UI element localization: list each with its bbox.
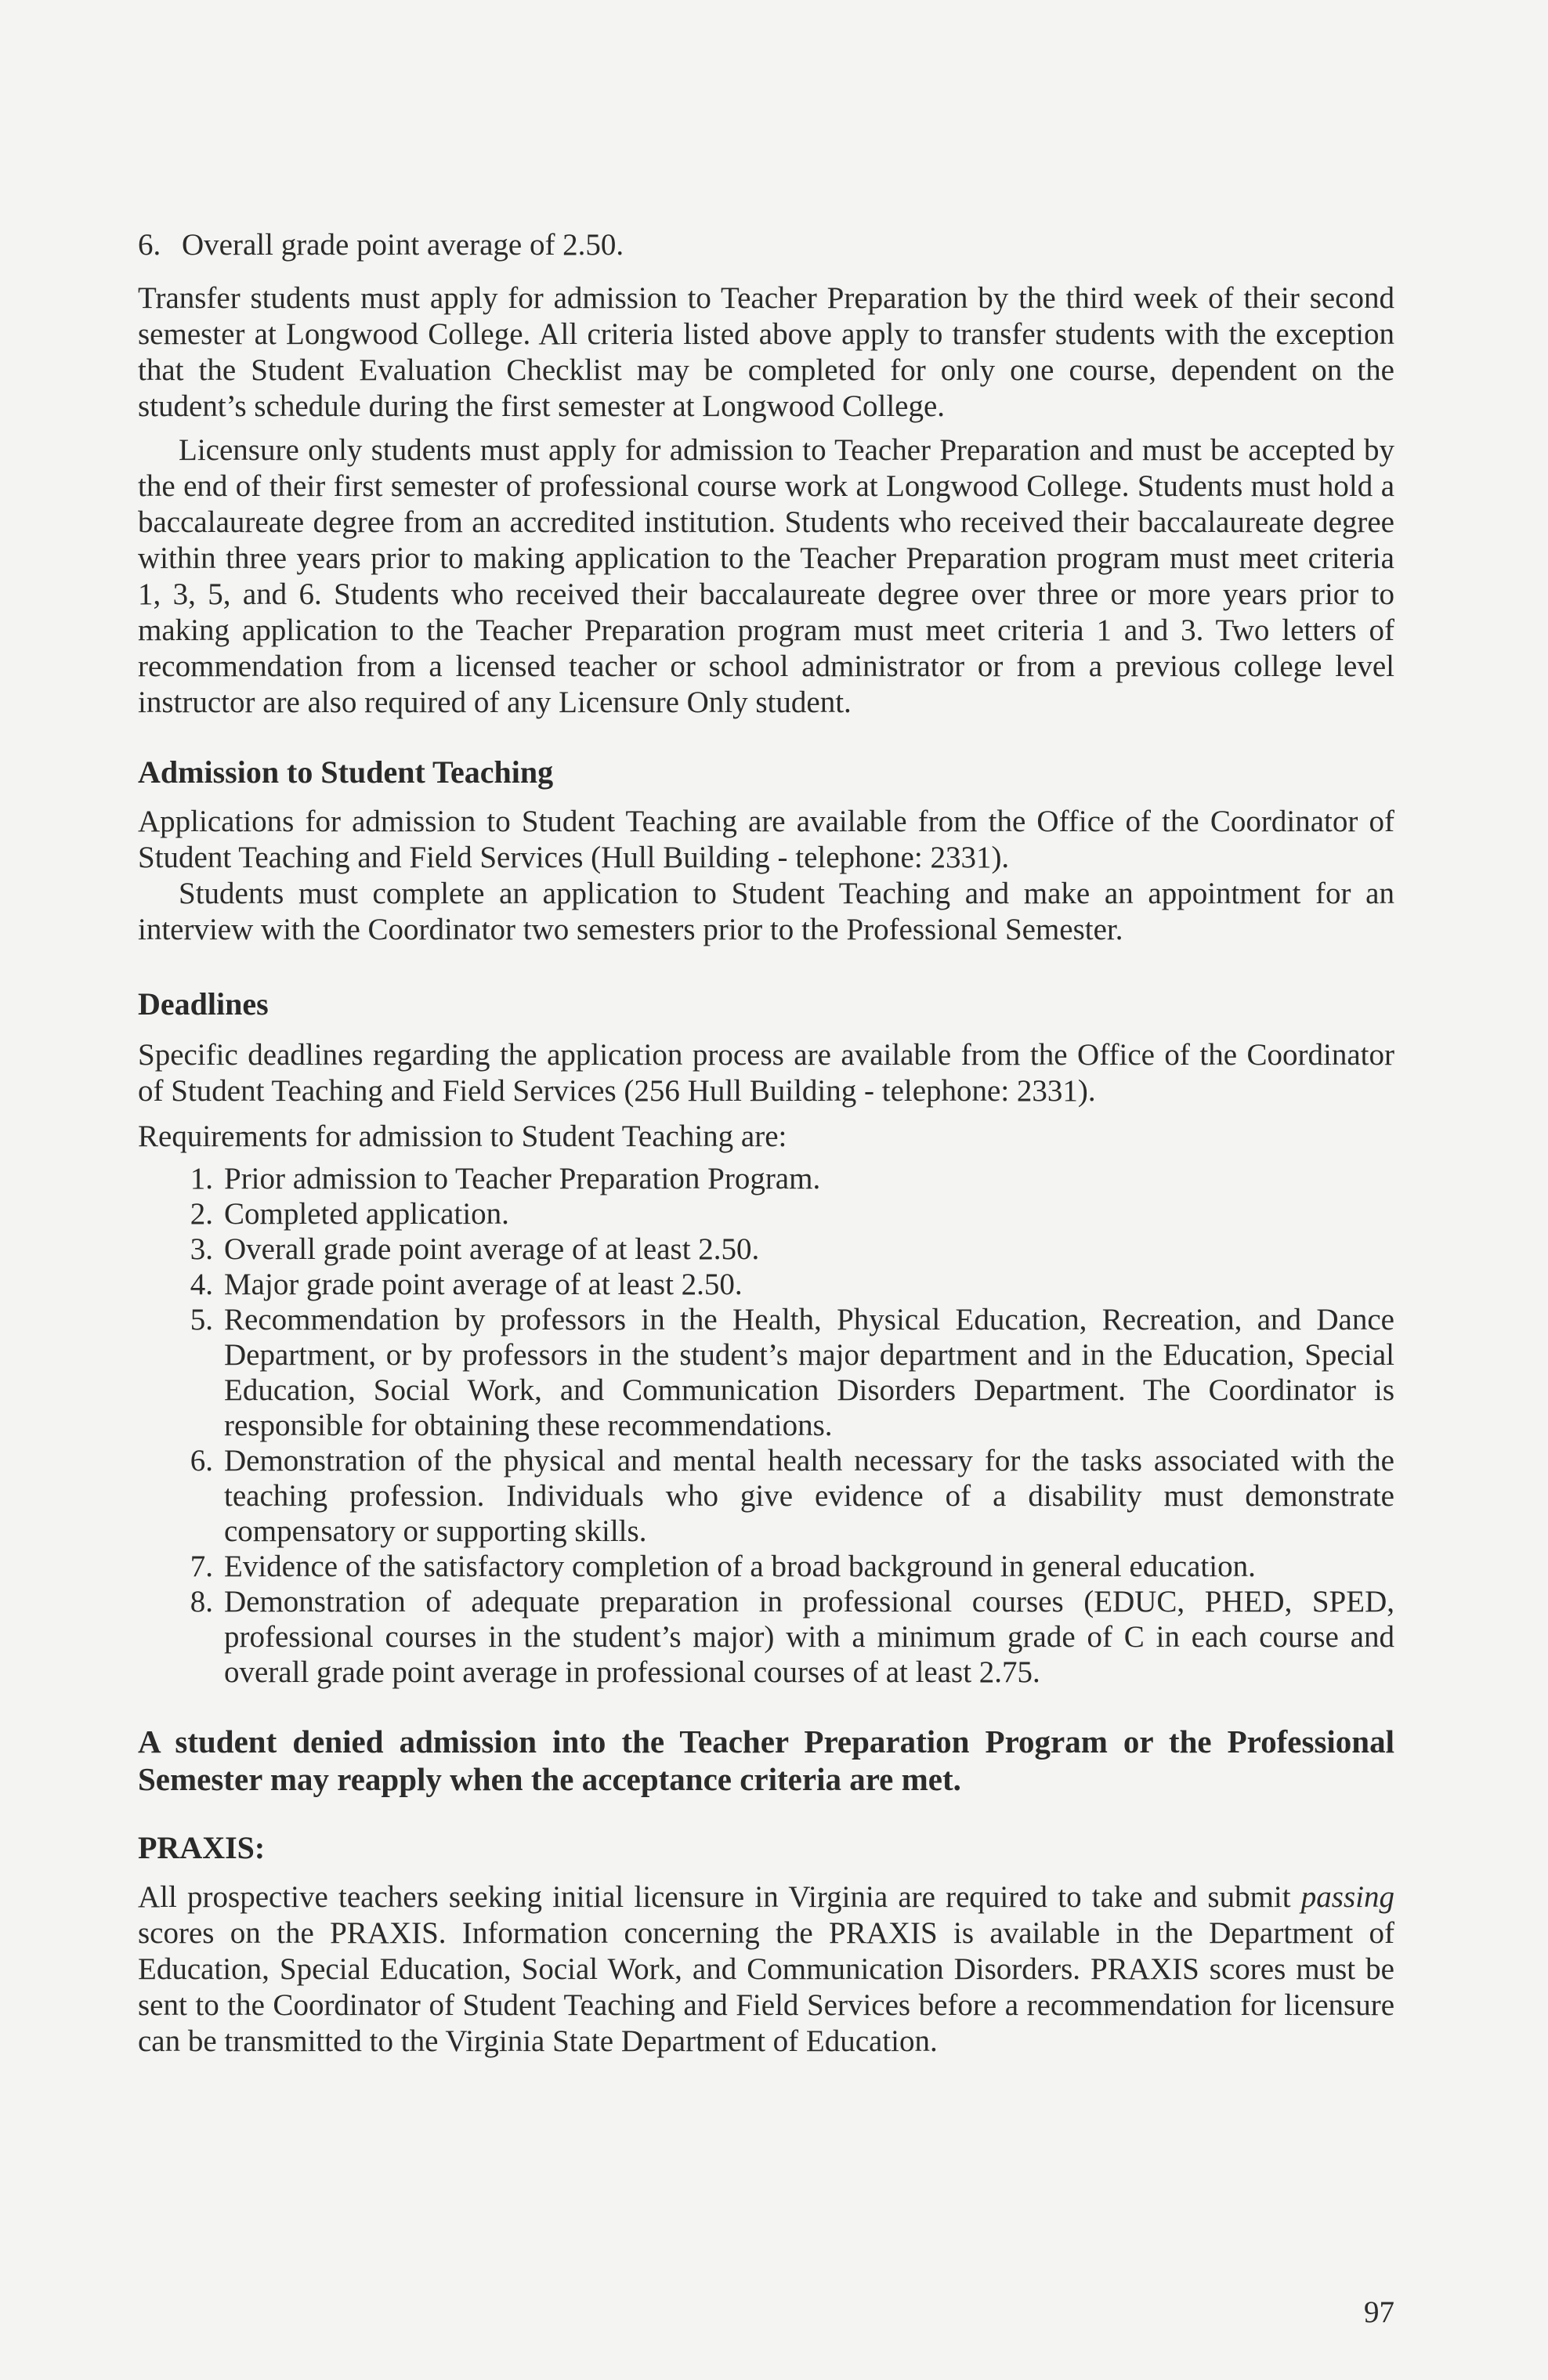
list-item-text: Recommendation by professors in the Health, Physical Education, Recreation, and Dance Department, or by professors in the student’s major department and in the Education, Special Education, Social Work, and Communication Disorders Department. The Coordinator is responsible for obtaining these recommendations. [224,1303,1394,1442]
list-item [138,1267,1394,1302]
list-item-number: 3. [190,1232,213,1266]
list-item-text: Evidence of the satisfactory completion of a broad background in general education. [224,1550,1256,1583]
list-item-text: Major grade point average of at least 2.50. [224,1268,743,1301]
praxis-text-part-2: scores on the PRAXIS. Information concerning the PRAXIS is available in the Department of Education, Special Education, Social Work, and Communication Disorders. PRAXIS scores must be sent to the Coordinator of Student Teaching and Field Services before a recommendation for licensure can be transmitted to the Virginia State Department of Education. [138,1916,1394,2058]
criteria-item-number: 6. [138,228,161,262]
list-item-number: 8. [190,1585,213,1619]
list-item [138,1443,1394,1549]
criteria-item-6 [138,227,1394,263]
praxis-paragraph [138,1879,1394,2060]
list-item [138,1584,1394,1690]
list-item [138,1232,1394,1267]
requirements-intro: Requirements for admission to Student Teaching are: [138,1119,787,1153]
list-item-text: Demonstration of the physical and mental health necessary for the tasks associated with the teaching profession. Individuals who give evidence of a disability must demonstrate compensatory or supporting skills. [224,1444,1394,1548]
page-number: 97 [1364,2295,1394,2329]
list-item-number: 6. [190,1444,213,1478]
deadlines-heading: Deadlines [138,986,269,1022]
list-item-text: Prior admission to Teacher Preparation Program. [224,1162,821,1195]
reapply-notice: A student denied admission into the Teacher Preparation Program or the Professional Semester may reapply when the acceptance criteria are met. [138,1724,1394,1797]
admission-paragraph-2: Students must complete an application to Student Teaching and make an appointment for an interview with the Coordinator two semesters prior to the Professional Semester. [138,877,1394,946]
criteria-item-text: Overall grade point average of 2.50. [182,228,624,262]
praxis-heading: PRAXIS: [138,1830,266,1865]
list-item-number: 5. [190,1303,213,1336]
document-page [138,227,1394,2060]
list-item [138,1196,1394,1232]
list-item-number: 4. [190,1268,213,1301]
praxis-italic-word: passing [1300,1880,1394,1914]
list-item [138,1161,1394,1196]
deadlines-paragraph: Specific deadlines regarding the application process are available from the Office of the Coordinator of Student Teaching and Field Services (256 Hull Building - telephone: 2331). [138,1038,1394,1108]
list-item-text: Completed application. [224,1197,509,1231]
list-item-number: 7. [190,1550,213,1583]
list-item-number: 2. [190,1197,213,1231]
list-item [138,1549,1394,1584]
licensure-only-paragraph: Licensure only students must apply for admission to Teacher Preparation and must be accepted by the end of their first semester of professional course work at Longwood College. Students must hold a baccalaureate degree from an accredited institution. Students who received their baccalaureate degree within three years prior to making application to the Teacher Preparation program must meet criteria 1, 3, 5, and 6. Students who received their baccalaureate degree over three or more years prior to making application to the Teacher Preparation program must meet criteria 1 and 3. Two letters of recommendation from a licensed teacher or school administrator or from a previous college level instructor are also required of any Licensure Only student. [138,433,1394,719]
praxis-text-part-1: All prospective teachers seeking initial licensure in Virginia are required to take and submit [138,1880,1301,1914]
admission-paragraph-1: Applications for admission to Student Teaching are available from the Office of the Coordinator of Student Teaching and Field Services (Hull Building - telephone: 2331). [138,805,1394,874]
list-item-number: 1. [190,1162,213,1195]
transfer-students-paragraph: Transfer students must apply for admission to Teacher Preparation by the third week of their second semester at Longwood College. All criteria listed above apply to transfer students with the exception that the Student Evaluation Checklist may be completed for only one course, dependent on the student’s schedule during the first semester at Longwood College. [138,281,1394,423]
list-item-text: Demonstration of adequate preparation in professional courses (EDUC, PHED, SPED, professional courses in the student’s major) with a minimum grade of C in each course and overall grade point average in professional courses of at least 2.75. [224,1585,1394,1689]
requirements-list [138,1161,1394,1690]
list-item [138,1302,1394,1443]
list-item-text: Overall grade point average of at least 2.50. [224,1232,760,1266]
admission-heading: Admission to Student Teaching [138,754,554,790]
